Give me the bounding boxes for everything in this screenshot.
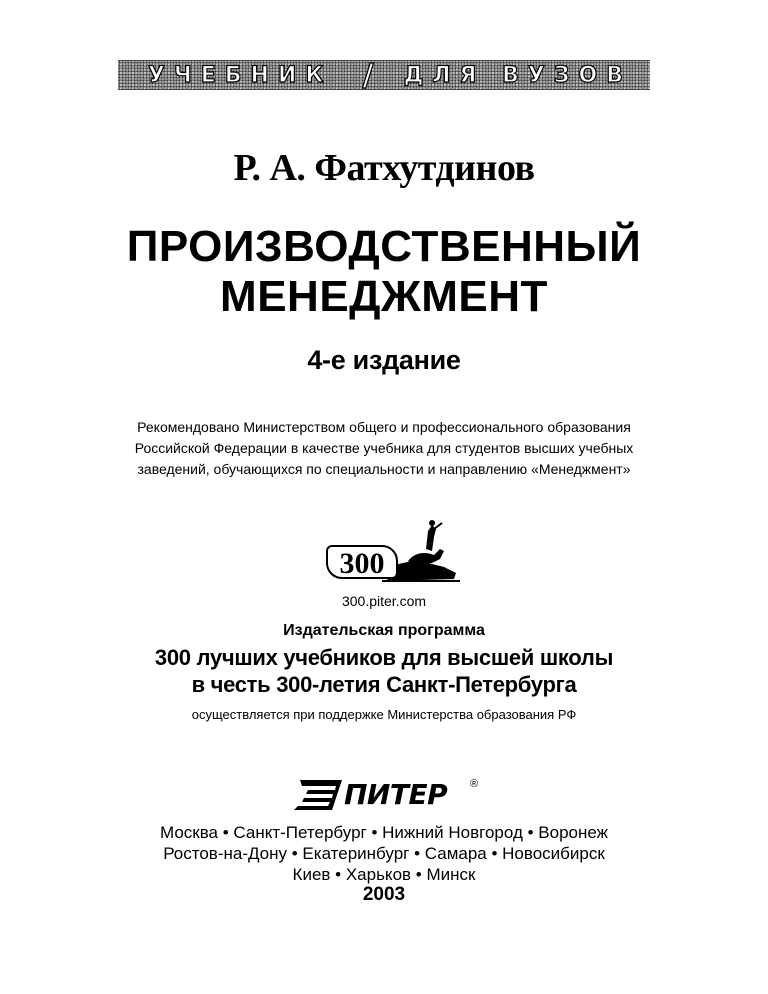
author-name: Р. А. Фатхутдинов [233,147,535,189]
program-title [0,644,768,698]
publisher-cities [0,822,768,885]
publisher-name: ПИТЕР [344,778,448,811]
support-note: осуществляется при поддержке Министерства образования РФ [191,707,577,722]
piter-stripes-icon [292,776,346,814]
cities-line1: Москва • Санкт-Петербург • Нижний Новгород • Воронеж [159,823,609,842]
emblem-number: 300 [326,545,398,579]
program-label: Издательская программа [283,622,485,639]
registered-mark: ® [470,778,479,790]
publisher-logo [292,776,492,816]
series-label-right: ДЛЯ ВУЗОВ [403,62,632,88]
series-banner [118,57,650,93]
program-title-line1: 300 лучших учебников для высшей школы [154,645,614,670]
program-title-line2: в честь 300-летия Санкт-Петербурга [191,672,577,697]
series-label-left: УЧЕБНИК [148,62,333,88]
recommendation-text [0,417,768,480]
recommendation-line1: Рекомендовано Министерством общего и профессионального образования [137,419,631,435]
publication-year: 2003 [362,884,406,905]
series-slash: / [362,57,374,93]
program-url[interactable]: 300.piter.com [341,593,427,609]
recommendation-line3: заведений, обучающихся по специальности и направлению «Менеджмент» [137,461,631,477]
edition: 4-е издание [307,345,461,375]
cities-line3: Киев • Харьков • Минск [292,865,476,884]
recommendation-line2: Российской Федерации в качестве учебника для студентов высших учебных [134,440,634,456]
book-title-line1: ПРОИЗВОДСТВЕННЫЙ [126,222,642,271]
book-title-line2: МЕНЕДЖМЕНТ [220,272,548,321]
book-title [0,222,768,322]
cities-line2: Ростов-на-Дону • Екатеринбург • Самара • Новосибирск [163,844,605,863]
anniversary-emblem [316,515,466,595]
